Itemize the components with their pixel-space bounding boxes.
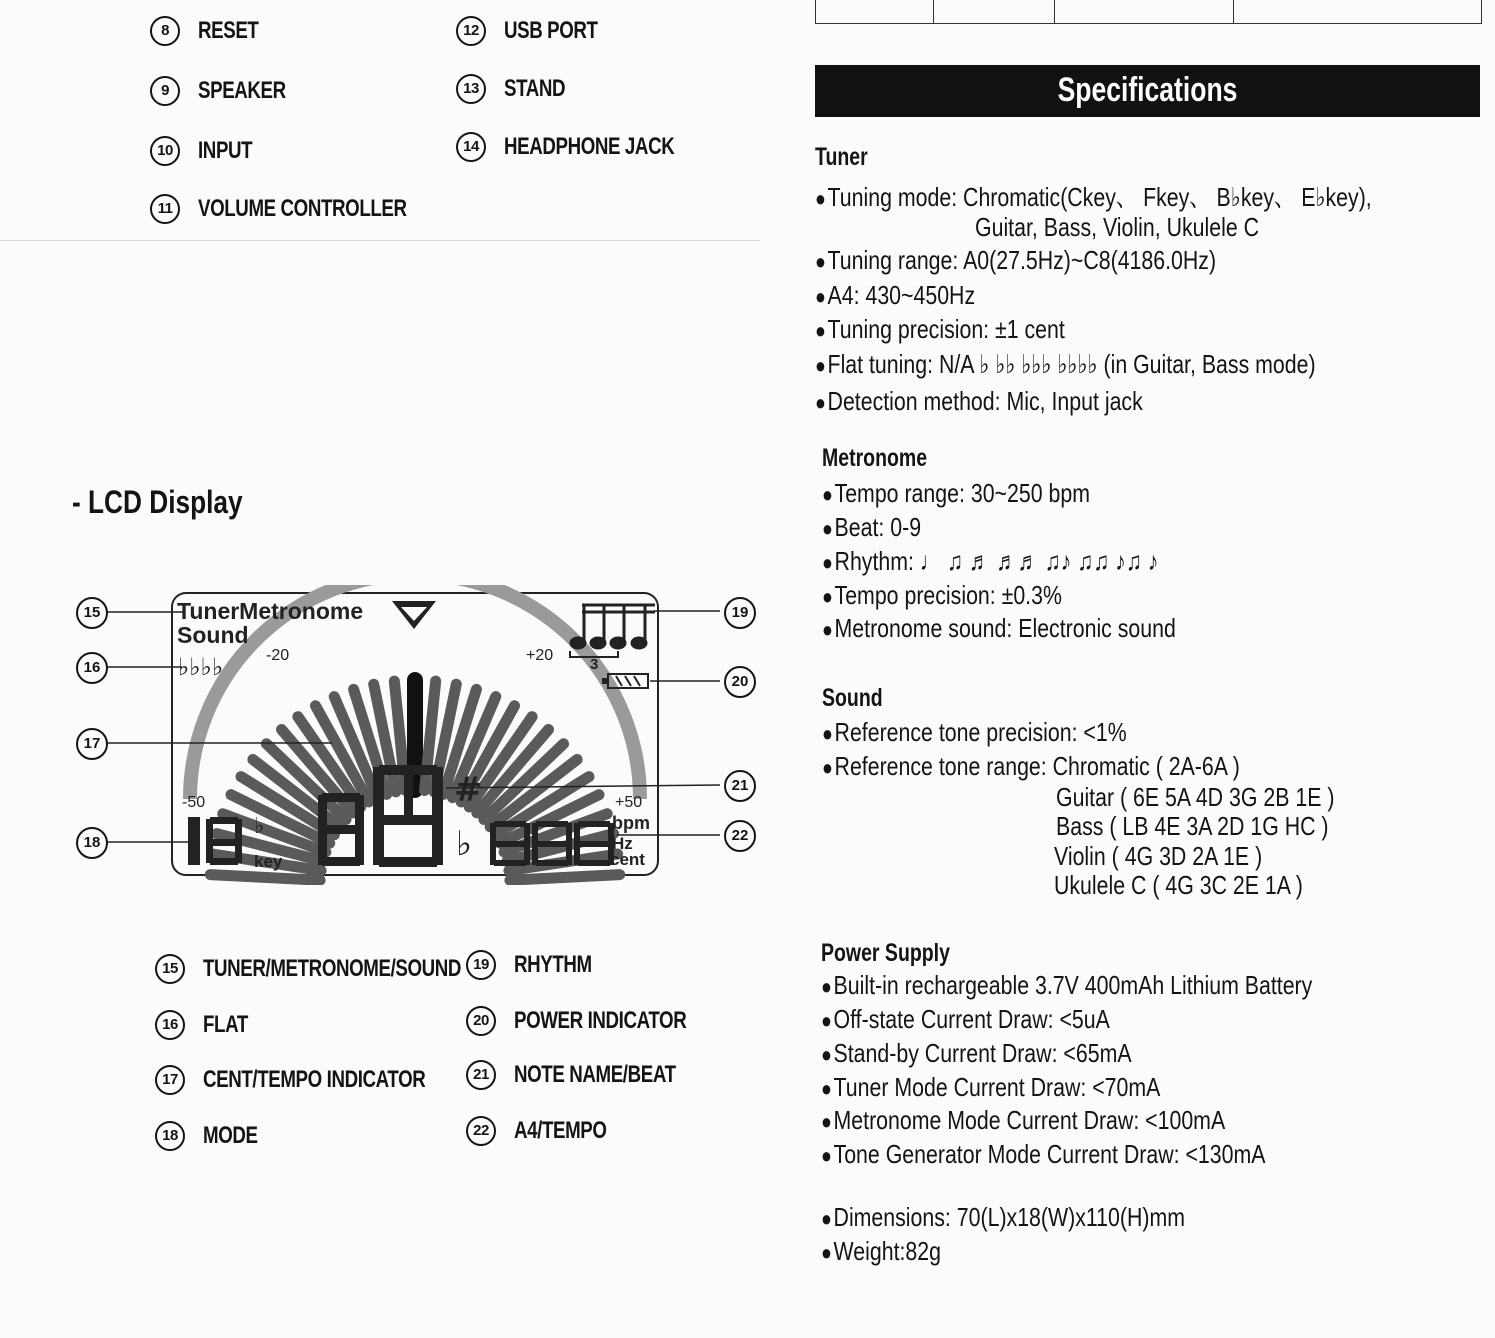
- spec-line: ●Reference tone range: Chromatic ( 2A-6A ): [822, 751, 1240, 781]
- part-label: MODE: [203, 1122, 258, 1149]
- part-number: 20: [466, 1006, 496, 1036]
- part-item-input: [150, 136, 268, 166]
- spec-line: ●Tuning range: A0(27.5Hz)~C8(4186.0Hz): [815, 245, 1217, 275]
- callout-15: 15: [76, 597, 108, 629]
- spec-line: ●Tempo range: 30~250 bpm: [822, 478, 1090, 508]
- part-item-power-indicator: [466, 1006, 735, 1036]
- spec-section-title: Sound: [822, 684, 883, 712]
- spec-line: ●Metronome sound: Electronic sound: [822, 613, 1176, 643]
- part-label: TUNER/METRONOME/SOUND: [203, 955, 462, 982]
- part-label: RESET: [198, 17, 259, 44]
- callout-17: 17: [76, 728, 108, 760]
- part-number: 13: [456, 74, 486, 104]
- part-number: 14: [456, 132, 486, 162]
- lcd-unit-hz: Hz: [612, 834, 633, 853]
- spec-line: ●A4: 430~450Hz: [815, 280, 976, 310]
- spec-line: ●Rhythm: ♩ ♫ ♬ ♬♬ ♫♪ ♫♫ ♪♫ ♪: [822, 546, 1159, 576]
- spec-section-title: Metronome: [822, 444, 928, 472]
- cent-tick-group: [210, 680, 619, 880]
- part-item-reset: [150, 16, 276, 46]
- spec-line: ●Stand-by Current Draw: <65mA: [821, 1038, 1132, 1068]
- part-label: POWER INDICATOR: [514, 1007, 687, 1034]
- cent-tick: [210, 875, 320, 881]
- section-divider: [0, 240, 760, 241]
- lcd-unit-bpm: bpm: [612, 813, 650, 833]
- cent-tick: [510, 875, 620, 881]
- spec-line: ●Tempo precision: ±0.3%: [822, 580, 1062, 610]
- part-item-volume-controller: [150, 194, 466, 224]
- spec-line: ●Weight:82g: [821, 1236, 942, 1266]
- callout-20: 20: [724, 666, 756, 698]
- spec-line: ●Metronome Mode Current Draw: <100mA: [821, 1105, 1226, 1135]
- part-item-usb-port: [456, 16, 624, 46]
- lcd-unit-cent: cent: [610, 850, 645, 869]
- specifications-title: Specifications: [1057, 71, 1238, 109]
- part-number: 11: [150, 194, 180, 224]
- spec-line: Guitar ( 6E 5A 4D 3G 2B 1E ): [1056, 782, 1335, 812]
- spec-line: ●Off-state Current Draw: <5uA: [821, 1004, 1110, 1034]
- lcd-plus50: +50: [615, 794, 643, 811]
- callout-22: 22: [724, 820, 756, 852]
- part-number: 12: [456, 16, 486, 46]
- lcd-sharp: #: [454, 770, 483, 810]
- part-label: NOTE NAME/BEAT: [514, 1061, 676, 1088]
- part-label: INPUT: [198, 137, 253, 164]
- part-item-speaker: [150, 76, 311, 106]
- part-label: SPEAKER: [198, 77, 286, 104]
- spec-line: ●Built-in rechargeable 3.7V 400mAh Lithium Battery: [821, 970, 1313, 1000]
- specifications-header: [815, 65, 1480, 117]
- part-number: 10: [150, 136, 180, 166]
- spec-line: ●Beat: 0-9: [822, 512, 922, 542]
- part-label: CENT/TEMPO INDICATOR: [203, 1066, 426, 1093]
- lcd-plus20: +20: [526, 647, 554, 664]
- lcd-key-label: key: [254, 852, 283, 871]
- spec-section-title: Tuner: [815, 143, 868, 171]
- callout-18: 18: [76, 827, 108, 859]
- top-table-fragment: [815, 0, 1482, 24]
- part-item-mode: [155, 1121, 273, 1151]
- part-number: 18: [155, 1121, 185, 1151]
- lcd-mode-text: TunerMetronome: [177, 598, 364, 624]
- spec-line: ●Dimensions: 70(L)x18(W)x110(H)mm: [821, 1202, 1186, 1232]
- lcd-display-heading: - LCD Display: [72, 484, 243, 520]
- lcd-key-flat: ♭: [254, 814, 265, 839]
- part-number: 15: [155, 954, 185, 984]
- lcd-sound-text: Sound: [177, 622, 249, 648]
- spec-line: ●Tuning mode: Chromatic(Ckey、 Fkey、 B♭key、 E♭key),: [815, 182, 1372, 212]
- callout-21: 21: [724, 770, 756, 802]
- callout-16: 16: [76, 652, 108, 684]
- part-number: 21: [466, 1060, 496, 1090]
- lcd-minus20: -20: [266, 647, 290, 664]
- spec-line: ●Flat tuning: N/A ♭ ♭♭ ♭♭♭ ♭♭♭♭ (in Guitar, Bass mode): [815, 349, 1316, 379]
- spec-line: ●Tuning precision: ±1 cent: [815, 314, 1065, 344]
- part-label: USB PORT: [504, 17, 598, 44]
- part-number: 17: [155, 1065, 185, 1095]
- part-number: 22: [466, 1116, 496, 1146]
- part-item-stand: [456, 74, 582, 104]
- part-label: STAND: [504, 75, 566, 102]
- part-number: 19: [466, 950, 496, 980]
- lcd-triplet: 3: [590, 656, 599, 673]
- part-label: FLAT: [203, 1011, 248, 1038]
- lcd-minus50: -50: [182, 794, 206, 811]
- spec-line: ●Tuner Mode Current Draw: <70mA: [821, 1072, 1161, 1102]
- part-label: HEADPHONE JACK: [504, 133, 675, 160]
- part-number: 9: [150, 76, 180, 106]
- spec-line: ●Reference tone precision: <1%: [822, 717, 1127, 747]
- part-label: A4/TEMPO: [514, 1117, 607, 1144]
- battery-icon: [602, 674, 648, 688]
- spec-line: ●Tone Generator Mode Current Draw: <130mA: [821, 1139, 1266, 1169]
- part-item-headphone-jack: [456, 132, 722, 162]
- part-label: VOLUME CONTROLLER: [198, 195, 407, 222]
- part-number: 8: [150, 16, 180, 46]
- lcd-flat: ♭: [456, 824, 473, 864]
- part-label: RHYTHM: [514, 951, 592, 978]
- part-item-rhythm: [466, 950, 614, 980]
- part-number: 16: [155, 1010, 185, 1040]
- spec-line: Guitar, Bass, Violin, Ukulele C: [975, 212, 1260, 242]
- part-item-note-name-beat: [466, 1060, 721, 1090]
- spec-line: Bass ( LB 4E 3A 2D 1G HC ): [1056, 811, 1329, 841]
- spec-line: ●Detection method: Mic, Input jack: [815, 386, 1143, 416]
- lcd-flat-symbols: ♭♭♭♭: [178, 653, 224, 681]
- spec-line: Ukulele C ( 4G 3C 2E 1A ): [1054, 870, 1303, 900]
- callout-19: 19: [724, 597, 756, 629]
- spec-section-title: Power Supply: [821, 939, 950, 967]
- part-item-flat: [155, 1010, 261, 1040]
- part-item-cent-tempo-indicator: [155, 1065, 488, 1095]
- part-item-a4-tempo: [466, 1116, 633, 1146]
- lcd-diagram: [70, 585, 770, 885]
- spec-line: Violin ( 4G 3D 2A 1E ): [1054, 841, 1263, 871]
